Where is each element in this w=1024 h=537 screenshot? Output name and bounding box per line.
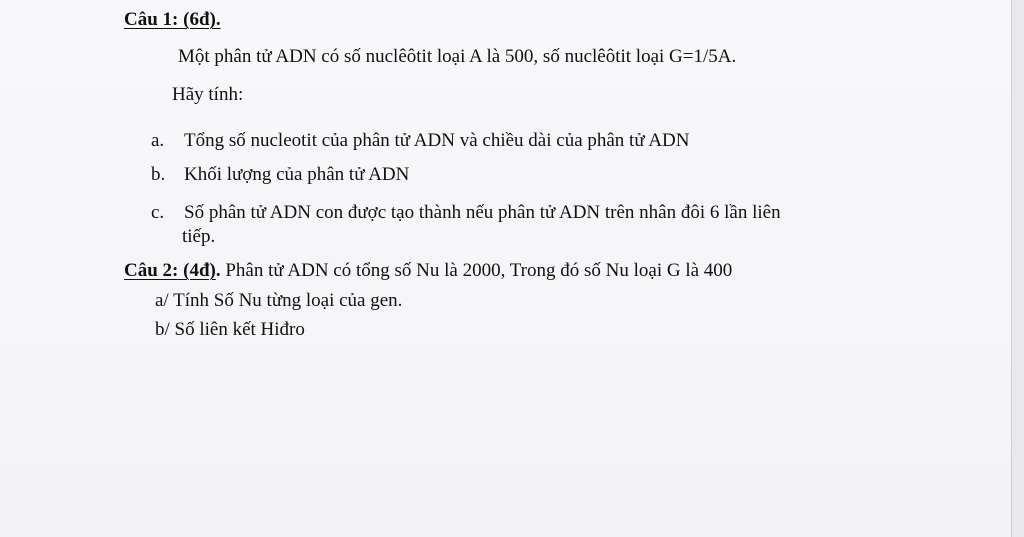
question-1-heading: Câu 1: (6đ). [124,9,221,30]
list-item-text: Khối lượng của phân tử ADN [184,164,410,185]
question-1-statement: Một phân tử ADN có số nuclêôtit loại A là 500, số nuclêôtit loại G=1/5A. [178,46,737,67]
question-2-line [124,259,732,283]
question-2-heading-dot: . [215,260,221,281]
list-item-text: Số phân tử ADN con được tạo thành nếu phân tử ADN trên nhân đôi 6 lần liên [184,202,781,223]
list-item-marker: b. [151,164,166,185]
list-item-marker: c. [151,202,165,223]
list-item-continuation: tiếp. [182,226,216,247]
list-item-marker: a. [151,130,165,151]
question-2-item-b: b/ Số liên kết Hiđro [155,319,305,340]
question-2-heading-label: Câu 2: (4đ) [124,260,216,281]
question-2-heading [124,260,221,281]
question-1-prompt: Hãy tính: [172,84,244,105]
question-2-statement: Phân tử ADN có tổng số Nu là 2000, Trong đó số Nu loại G là 400 [220,260,733,281]
list-item-text: Tổng số nucleotit của phân tử ADN và chiều dài của phân tử ADN [184,130,690,151]
question-2-item-a: a/ Tính Số Nu từng loại của gen. [155,290,403,311]
